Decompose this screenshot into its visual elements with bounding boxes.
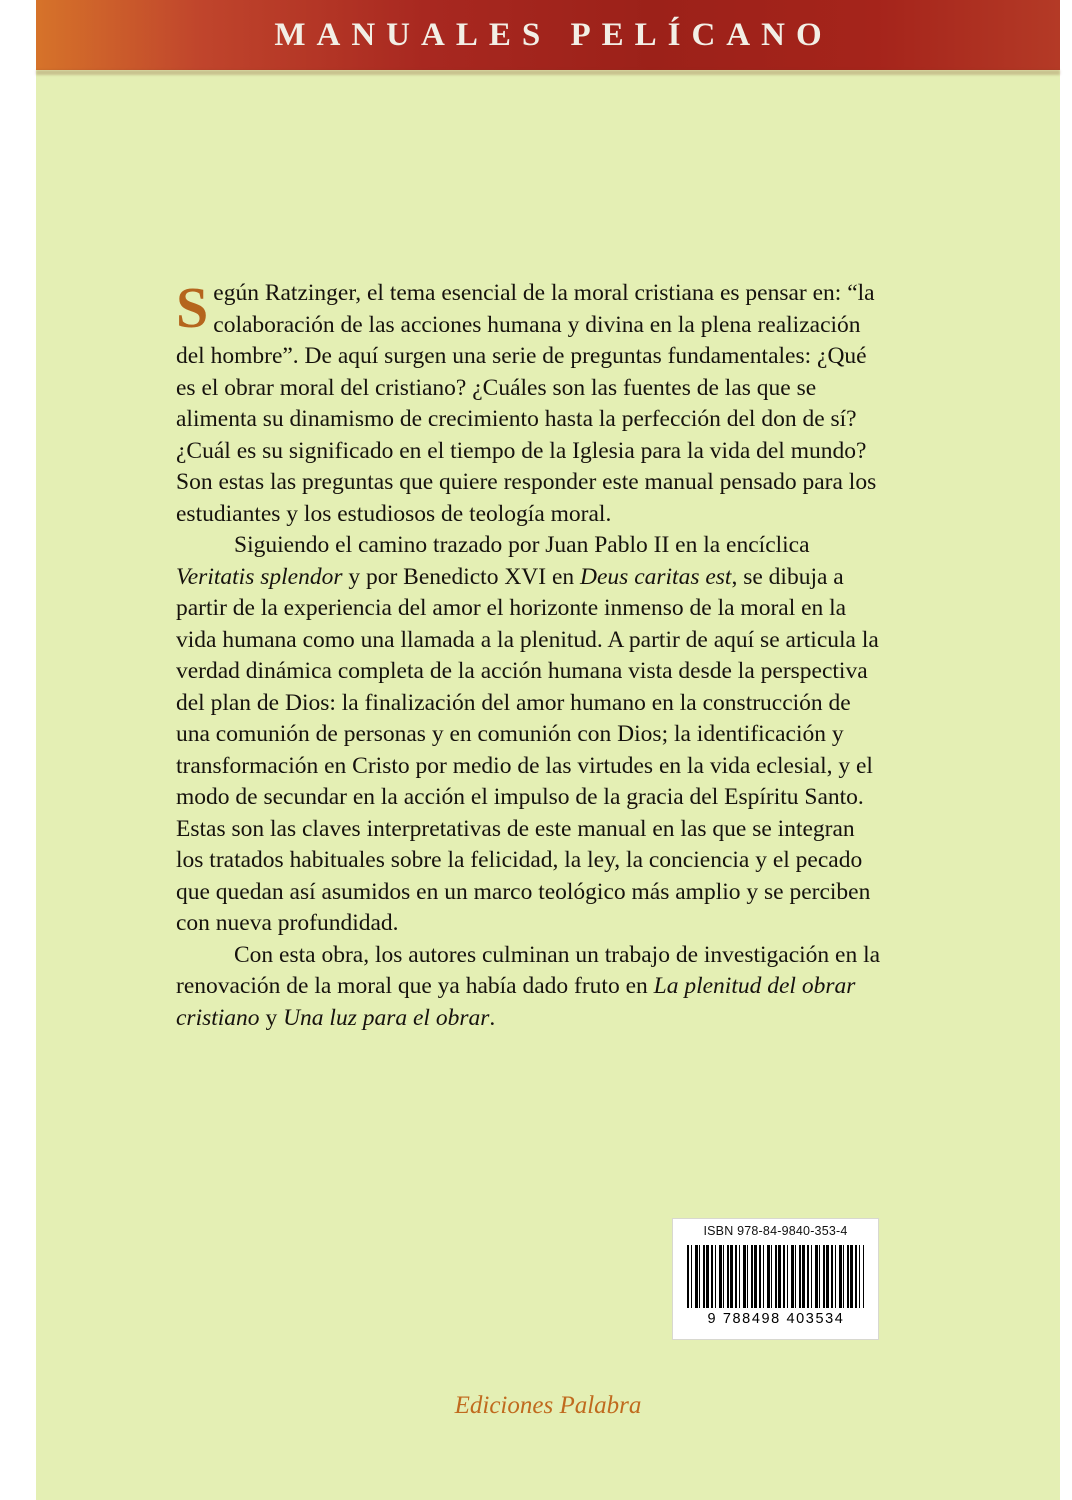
work-title-una-luz-para-el-obrar: Una luz para el obrar — [283, 1004, 490, 1031]
series-title: MANUALES PELÍCANO — [274, 17, 833, 53]
blurb-paragraph-3-part-c: . — [489, 1004, 496, 1031]
drop-cap: S — [176, 275, 209, 340]
blurb-paragraph-3-part-a: Con esta obra, los autores culminan un trabajo de investigación en la renovación de la moral que ya había dado fruto en — [176, 941, 881, 999]
isbn-barcode-block — [672, 1218, 879, 1340]
publisher-name: Ediciones Palabra — [454, 1392, 642, 1419]
blurb-paragraph-3-part-b: y — [259, 1004, 284, 1031]
blurb-paragraph-2-part-a: Siguiendo el camino trazado por Juan Pablo II en la encíclica — [234, 532, 810, 558]
blurb-paragraph-3 — [176, 940, 886, 1035]
blurb-paragraph-1-text: egún Ratzinger, el tema esencial de la moral cristiana es pensar en: “la colaboración de las acciones humana y divina en la plena realización del hombre”. De aquí surgen una serie de preguntas fundamentales: ¿Qué es el obrar moral del cristiano? ¿Cuáles son las fuentes de las que se alimenta su dinamismo de crecimiento hasta la perfección del don de sí? ¿Cuál es su significado en el tiempo de la Iglesia para la vida del mundo? Son estas las preguntas que quiere responder este manual pensado para los estudiantes y los estudiosos de teología moral. — [176, 280, 877, 527]
work-title-veritatis-splendor: Veritatis splendor — [176, 563, 343, 590]
blurb-paragraph-2-part-c: , se dibuja a partir de la experiencia del amor el horizonte inmenso de la moral en la vida humana como una llamada a la plenitud. A partir de aquí se articula la verdad dinámica completa de la acción humana vista desde la perspectiva del plan de Dios: la finalización del amor humano en la construcción de una comunión de personas y en comunión con Dios; la identificación y transformación en Cristo por medio de las virtudes en la vida eclesial, y el modo de secundar en la acción el impulso de la gracia del Espíritu Santo. Estas son las claves interpretativas de este manual en las que se integran los tratados habituales sobre la felicidad, la ley, la conciencia y el pecado que quedan así asumidos en un marco teológico más amplio y se perciben con nueva profundidad. — [176, 563, 879, 936]
blurb-paragraph-2-part-b: y por Benedicto XVI en — [342, 563, 581, 590]
barcode-icon — [687, 1245, 864, 1308]
blurb-paragraph-2 — [176, 530, 886, 940]
blurb-text — [176, 275, 886, 1034]
left-margin — [0, 0, 36, 1500]
work-title-deus-caritas-est: Deus caritas est — [580, 563, 732, 590]
banner-shadow — [36, 70, 1060, 75]
blurb-paragraph-1 — [176, 275, 886, 530]
right-margin — [1060, 0, 1072, 1500]
isbn-label: ISBN 978-84-9840-353-4 — [703, 1224, 848, 1238]
work-title-la-plenitud-del-obrar-cristiano: La plenitud del obrar cristiano — [176, 973, 856, 1031]
barcode-digits: 9 788498 403534 — [707, 1311, 845, 1327]
